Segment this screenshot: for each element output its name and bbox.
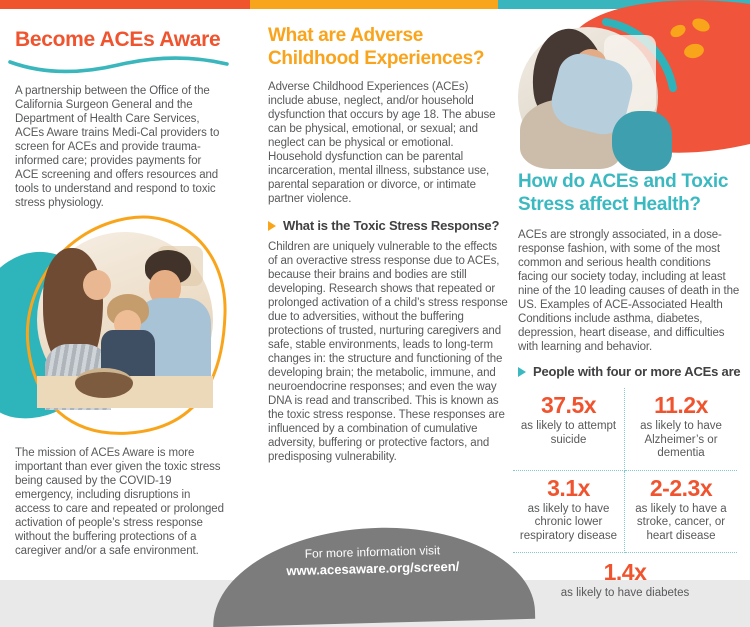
wave-divider-icon	[8, 54, 230, 76]
stat-value: 2-2.3x	[649, 474, 713, 501]
stat-value: 1.4x	[603, 559, 647, 585]
footer-info-blob	[211, 524, 535, 627]
subheading-label: What is the Toxic Stress Response?	[283, 218, 500, 233]
left-panel-intro-text: A partnership between the Office of the California Surgeon General and the Department of Health Care Services, ACEs Aware trains Medi-Cal providers to screen for ACEs and provide trauma-informed care; provides payments for ACE screening and offers resources and tools to understand and respond to toxic stress physiology.	[15, 85, 220, 209]
stat-label: as likely to have diabetes	[560, 587, 690, 599]
family-photo	[37, 232, 213, 408]
stat-value: 11.2x	[654, 392, 708, 418]
triangle-bullet-icon	[518, 367, 526, 377]
photo-shape	[75, 368, 133, 398]
stat-alzheimers	[625, 388, 737, 471]
middle-panel-body-text: Adverse Childhood Experiences (ACEs) include abuse, neglect, and/or household dysfunction that occurs by age 18. The abuse can be physical, emotional, or sexual; and neglect can be physical or emotional. Household dysfunction can be parental incarceration, mental illness, substance use, parental separation or divorce, or intimate partner violence.	[268, 81, 496, 205]
middle-panel-title: What are Adverse Childhood Experiences?	[268, 25, 485, 69]
stat-value: 3.1x	[547, 474, 590, 501]
stat-respiratory	[513, 471, 625, 554]
subheading-label: People with four or more ACEs are	[533, 364, 741, 379]
aces-statistics-grid	[513, 388, 737, 610]
stat-label: as likely to attempt suicide	[520, 420, 617, 446]
photo-shape	[83, 270, 111, 300]
stat-value: 37.5x	[540, 392, 597, 418]
stat-label: as likely to have chronic lower respiratory disease	[519, 502, 618, 542]
photo-shape	[612, 111, 672, 171]
stat-suicide	[513, 388, 625, 471]
left-panel-title: Become ACEs Aware	[15, 28, 221, 51]
toxic-stress-subheading	[268, 218, 508, 233]
footer-url: www.acesaware.org/screen/	[286, 558, 460, 579]
woman-photo	[518, 27, 658, 167]
right-panel-body-text: ACEs are strongly associated, in a dose-response fashion, with some of the most common and serious health conditions facing our society today, including at least nine of the 10 leading causes of death in the US. Examples of ACE-Associated Health Conditions include asthma, diabetes, depression, heart disease, and difficulties with learning and behavior.	[518, 229, 740, 353]
topbar-amber-segment	[250, 0, 498, 9]
left-panel-mission-text: The mission of ACEs Aware is more important than ever given the toxic stress being caused by the COVID-19 emergency, including disruptions in access to care and repeated or prolonged activation of people’s stress response without the buffering protections of a caregiver and/or a safe environment.	[15, 447, 224, 557]
stat-label: as likely to have a stroke, cancer, or heart disease	[635, 502, 727, 542]
stat-label: as likely to have Alzheimer’s or dementia	[640, 420, 722, 459]
right-panel-title: How do ACEs and Toxic Stress affect Health?	[518, 171, 729, 215]
four-or-more-aces-subheading	[518, 364, 748, 379]
middle-panel-body2-text: Children are uniquely vulnerable to the effects of an overactive stress response due to ACEs, because their brains and bodies are still developing. Research shows that repeated or prolonged activation of a child’s stress response due to adversities, without the buffering protections of trusted, nurturing caregivers and safe, stable environments, leads to long-term changes in: the structure and functioning of the developing brain; the metabolic, immune, and neuroendocrine responses; and even the way DNA is read and transcribed. This is known as the toxic stress response. These responses are influenced by a combination of cumulative adversity, buffering or protective factors, and predisposing vulnerability.	[268, 241, 508, 463]
triangle-bullet-icon	[268, 221, 276, 231]
topbar-red-segment	[0, 0, 250, 9]
stat-stroke-cancer-heart	[625, 471, 737, 554]
footer-info-text: For more information visit	[304, 543, 441, 561]
stat-diabetes	[513, 553, 737, 610]
